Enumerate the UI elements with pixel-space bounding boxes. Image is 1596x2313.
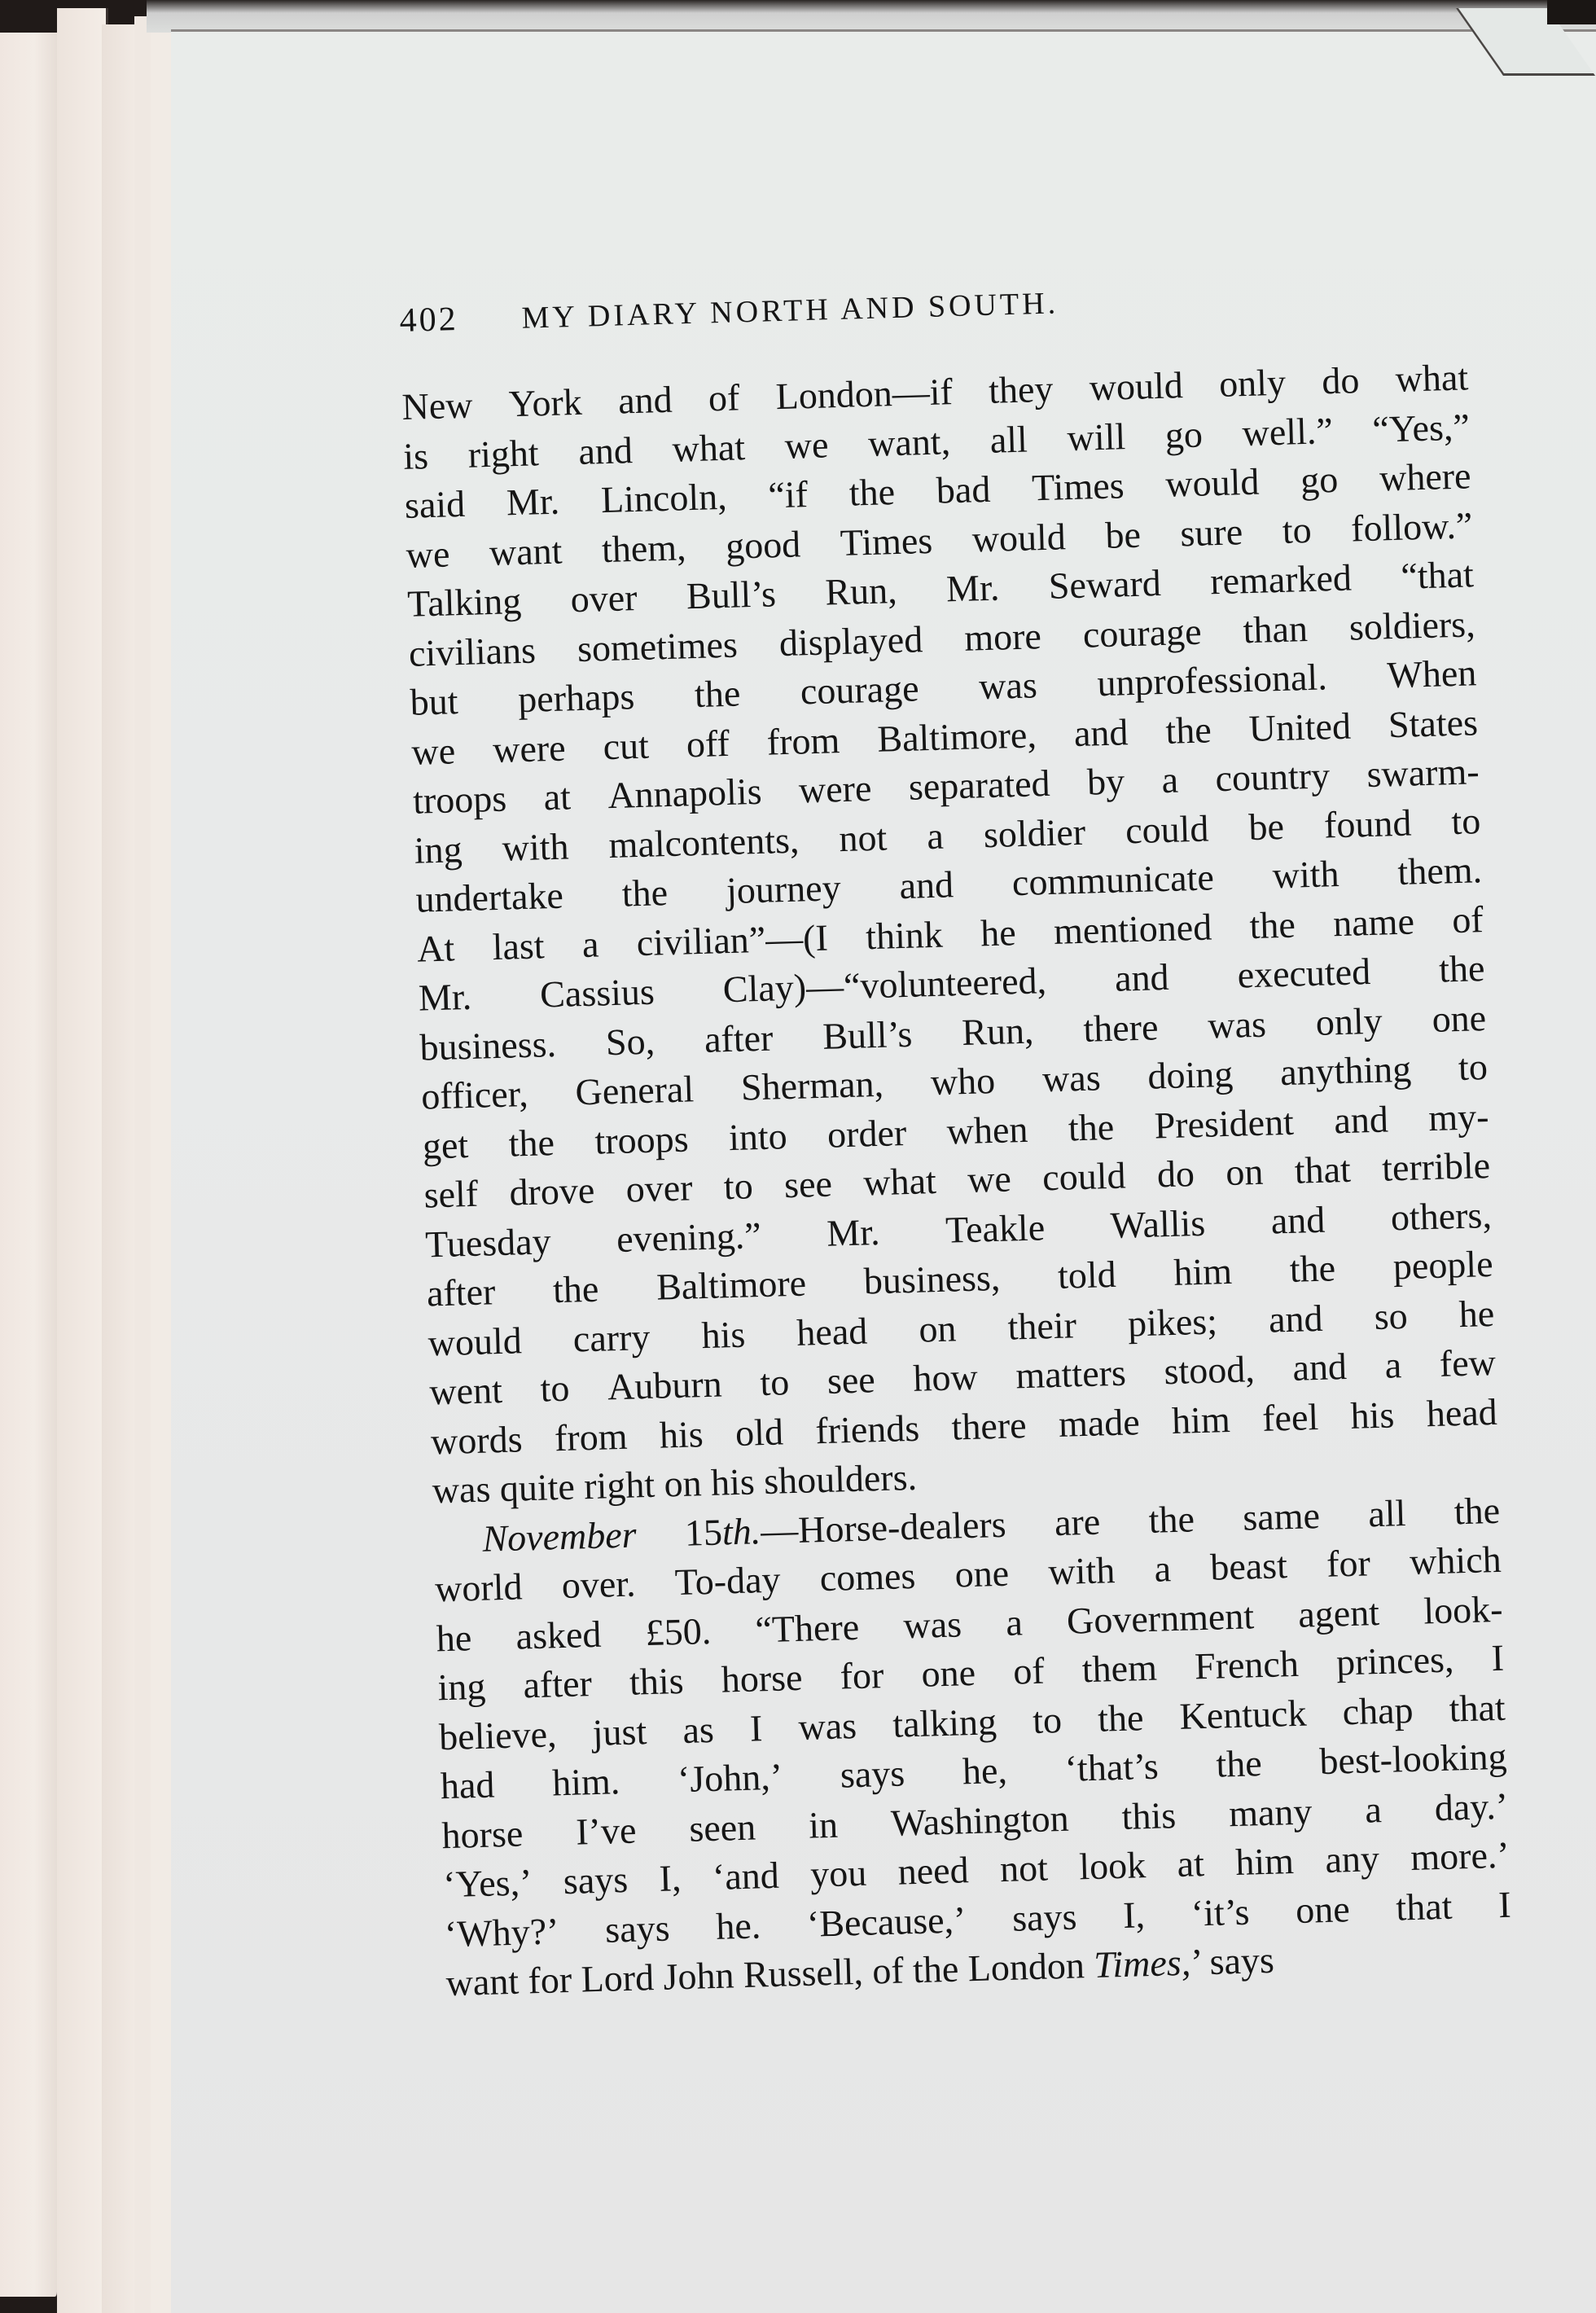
word: perhaps <box>517 675 635 721</box>
word: which <box>1409 1538 1502 1582</box>
word: £50. <box>644 1609 712 1653</box>
word: his <box>659 1412 704 1456</box>
word: there <box>950 1403 1028 1448</box>
word: says <box>840 1752 905 1796</box>
word: Run, <box>961 1009 1035 1053</box>
word: what <box>862 1160 937 1204</box>
word: said <box>404 482 466 526</box>
word: feel <box>1261 1395 1319 1439</box>
word: soldier <box>983 810 1086 855</box>
word: be <box>1247 805 1285 848</box>
word: pikes; <box>1127 1299 1218 1344</box>
word: chap <box>1341 1688 1414 1732</box>
page-number: 402 <box>399 300 459 340</box>
word: ing <box>436 1665 487 1709</box>
word: Sherman, <box>740 1062 884 1108</box>
word: so <box>1373 1294 1409 1337</box>
word: well.” <box>1241 409 1334 454</box>
word: Clay)—“volunteered, <box>722 959 1047 1011</box>
word: and <box>1073 710 1129 754</box>
word: journey <box>726 867 842 912</box>
word: States <box>1388 700 1479 745</box>
word: after <box>704 1016 774 1060</box>
word: a <box>581 922 600 965</box>
word: and <box>898 863 954 907</box>
word: Kentuck <box>1178 1692 1308 1737</box>
word: communicate <box>1011 856 1215 904</box>
word: my- <box>1427 1095 1490 1139</box>
word: courage <box>1082 610 1203 656</box>
word: with <box>1271 853 1340 897</box>
word: Seward <box>1048 562 1162 607</box>
word: Teakle <box>945 1205 1046 1251</box>
word: to <box>759 1361 790 1404</box>
word: ing <box>414 827 463 871</box>
word: the <box>552 1267 599 1311</box>
word: horse <box>441 1811 524 1856</box>
word: When <box>1386 652 1477 696</box>
word: only <box>1218 361 1287 405</box>
word: good <box>725 522 801 567</box>
word: and <box>617 378 673 422</box>
word: than <box>1242 607 1309 651</box>
word: To-day <box>674 1558 782 1604</box>
word: off <box>686 722 730 765</box>
word: displayed <box>778 617 923 664</box>
word: him. <box>551 1760 620 1804</box>
word: the <box>848 471 896 514</box>
word: ‘Why?’ <box>444 1909 560 1955</box>
background-corner <box>1547 0 1596 24</box>
word: will <box>1066 415 1126 459</box>
word: to <box>1282 508 1313 551</box>
word: you <box>809 1851 867 1895</box>
word: on <box>1225 1150 1265 1194</box>
word: at <box>1176 1842 1205 1885</box>
word: horse <box>721 1656 804 1701</box>
word: what <box>671 425 746 470</box>
word: over <box>570 576 638 621</box>
word: Times <box>840 519 933 564</box>
word: Baltimore <box>656 1262 807 1308</box>
word: were <box>492 726 567 770</box>
word: what <box>1394 356 1469 400</box>
word: for <box>839 1654 885 1697</box>
word: the <box>1068 1105 1115 1148</box>
word: him <box>1171 1398 1231 1442</box>
word: could <box>1125 806 1210 851</box>
word: and <box>1291 1345 1348 1389</box>
date-day: 15 <box>684 1511 723 1554</box>
word: Mr. <box>826 1210 881 1254</box>
word: I’ve <box>575 1809 638 1853</box>
word: that <box>1294 1148 1352 1192</box>
word: sure <box>1179 510 1243 554</box>
word: Lincoln, <box>600 475 728 521</box>
word: head <box>796 1309 868 1354</box>
word: when <box>945 1108 1029 1152</box>
word: of <box>1012 1649 1046 1692</box>
word: executed <box>1236 950 1371 996</box>
word: be <box>1104 513 1142 556</box>
word: him <box>1173 1249 1233 1293</box>
word: United <box>1247 704 1352 749</box>
word: name <box>1332 899 1415 944</box>
word: would <box>1089 364 1184 409</box>
word: a <box>926 814 945 857</box>
word: Talking <box>406 579 522 625</box>
word: agent <box>1297 1591 1380 1635</box>
word: to <box>1032 1698 1063 1741</box>
word: a <box>1160 758 1179 801</box>
word: and <box>577 428 634 472</box>
word: the <box>1164 708 1212 752</box>
word: one <box>954 1552 1010 1595</box>
word: went <box>428 1368 503 1413</box>
word: Mr. <box>506 480 560 524</box>
date-month: November <box>481 1512 638 1560</box>
word: civilians <box>408 628 537 674</box>
date-suffix: th. <box>721 1509 761 1552</box>
word: the <box>1248 903 1296 946</box>
word: to <box>1458 1046 1489 1089</box>
word: want <box>489 529 563 573</box>
word: was <box>797 1704 857 1748</box>
word: get <box>422 1123 469 1167</box>
word: that <box>1448 1686 1506 1730</box>
word: could <box>1041 1154 1127 1199</box>
word: the <box>1215 1742 1263 1785</box>
word: seen <box>688 1806 756 1850</box>
last-line-italic: Times, <box>1093 1941 1191 1986</box>
word: says <box>604 1907 671 1951</box>
word: matters <box>1015 1351 1127 1397</box>
word: as <box>682 1708 715 1751</box>
word: any <box>1324 1837 1380 1881</box>
word: ‘that’s <box>1063 1745 1160 1789</box>
word: we <box>784 423 830 467</box>
word: unprofessional. <box>1096 656 1328 704</box>
word: we <box>967 1157 1012 1200</box>
word: Government <box>1066 1594 1255 1642</box>
word: troops <box>412 777 507 822</box>
word: think <box>865 913 944 957</box>
word: go <box>1164 413 1204 456</box>
word: by <box>1086 760 1125 803</box>
word: all <box>989 418 1028 461</box>
word: where <box>1379 454 1472 499</box>
word: the <box>1097 1696 1145 1740</box>
first-line-rest: —Horse-dealers are the same all the <box>760 1489 1501 1552</box>
word: a <box>1153 1547 1172 1590</box>
word: I <box>749 1706 763 1749</box>
word: and <box>1270 1198 1326 1242</box>
word: look- <box>1423 1587 1504 1631</box>
word: ‘and <box>712 1854 780 1898</box>
word: see <box>826 1358 876 1402</box>
word: was <box>1041 1056 1102 1100</box>
word: to <box>1450 799 1481 842</box>
word: separated <box>908 761 1051 808</box>
word: Times <box>1031 464 1125 509</box>
word: mentioned <box>1053 905 1212 952</box>
word: more.’ <box>1410 1833 1510 1879</box>
word: found <box>1323 801 1413 846</box>
word: is <box>402 434 429 477</box>
word: after <box>522 1662 593 1706</box>
word: troops <box>594 1117 690 1162</box>
word: Auburn <box>607 1363 723 1408</box>
word: there <box>1082 1005 1159 1050</box>
word: he <box>436 1616 472 1659</box>
word: says <box>563 1858 629 1903</box>
last-line-end: ’ says <box>1190 1938 1275 1983</box>
word: believe, <box>438 1712 558 1758</box>
word: see <box>783 1162 833 1206</box>
word: that <box>1395 1885 1454 1929</box>
word: follow.” <box>1350 503 1473 549</box>
word: President <box>1153 1100 1295 1146</box>
word: order <box>826 1111 907 1156</box>
word: were <box>798 767 873 811</box>
word: self <box>423 1172 479 1216</box>
word: ‘Yes,’ <box>442 1861 533 1906</box>
word: for <box>1326 1542 1371 1585</box>
word: evening.” <box>616 1214 762 1260</box>
word: friends <box>814 1407 920 1451</box>
word: “Yes,” <box>1371 405 1471 450</box>
word: at <box>542 775 572 819</box>
word: more <box>963 614 1042 659</box>
word: soldiers, <box>1348 602 1476 648</box>
word: Annapolis <box>607 770 763 817</box>
word: London—if <box>774 371 954 418</box>
word: the <box>621 871 669 915</box>
word: best-looking <box>1318 1735 1508 1783</box>
word: Run, <box>824 569 898 613</box>
word: would <box>971 515 1067 560</box>
word: we <box>405 532 451 576</box>
word: head <box>1426 1390 1498 1434</box>
word: to <box>539 1367 571 1410</box>
word: carry <box>572 1315 651 1360</box>
word: him <box>1234 1840 1295 1884</box>
word: Mr. <box>945 566 1000 610</box>
word: I <box>1497 1883 1512 1925</box>
word: old <box>734 1410 784 1454</box>
word: with <box>1047 1549 1116 1593</box>
word: many <box>1228 1789 1313 1834</box>
word: their <box>1006 1303 1077 1348</box>
word: into <box>728 1114 788 1158</box>
word: world <box>434 1565 524 1610</box>
word: So, <box>605 1020 656 1063</box>
word: Tuesday <box>424 1219 552 1266</box>
word: how <box>912 1355 979 1399</box>
word: one <box>920 1651 976 1695</box>
word: comes <box>819 1554 916 1600</box>
word: was <box>902 1602 962 1646</box>
word: not <box>838 816 888 859</box>
word: anything <box>1279 1047 1412 1094</box>
word: had <box>440 1763 496 1807</box>
word: them <box>1081 1646 1158 1691</box>
word: stood, <box>1163 1348 1256 1393</box>
word: “There <box>754 1605 860 1650</box>
word: on <box>918 1306 958 1350</box>
page-top-edge <box>147 0 1596 33</box>
word: one <box>1295 1887 1351 1931</box>
word: bad <box>936 467 991 511</box>
word: he <box>1458 1292 1495 1335</box>
word: to <box>723 1165 754 1208</box>
word: Mr. <box>418 975 472 1019</box>
word: them. <box>1396 849 1483 893</box>
word: the <box>694 672 741 716</box>
word: few <box>1439 1341 1497 1385</box>
word: I, <box>1122 1893 1146 1936</box>
word: would <box>1164 460 1261 505</box>
word: would <box>427 1319 523 1363</box>
word: terrible <box>1381 1144 1491 1189</box>
word: his <box>700 1313 746 1356</box>
word: I, <box>658 1857 682 1899</box>
word: he, <box>962 1749 1008 1793</box>
word: talking <box>892 1700 998 1745</box>
word: sometimes <box>577 623 739 669</box>
word: look <box>1078 1844 1147 1888</box>
word: remarked <box>1209 556 1353 603</box>
word: the <box>1289 1247 1336 1290</box>
paragraph-2 <box>434 1535 1511 1959</box>
word: Washington <box>890 1797 1070 1844</box>
word: business, <box>863 1256 1001 1302</box>
word: civilian”—(I <box>636 916 829 963</box>
word: New <box>401 384 474 428</box>
word: I <box>1490 1636 1505 1679</box>
word: Wallis <box>1110 1201 1206 1246</box>
word: we <box>410 729 456 773</box>
word: Cassius <box>539 970 656 1016</box>
word: right <box>467 431 540 476</box>
word: this <box>1120 1793 1177 1837</box>
word: undertake <box>414 874 564 920</box>
word: was <box>1207 1003 1267 1047</box>
word: business. <box>419 1022 557 1069</box>
word: others, <box>1390 1193 1493 1238</box>
word: made <box>1058 1400 1141 1445</box>
word: he <box>980 911 1017 954</box>
word: them, <box>601 525 687 570</box>
word: a <box>1383 1344 1402 1386</box>
word: drove <box>508 1169 595 1214</box>
word: was <box>978 664 1038 708</box>
word: people <box>1392 1242 1494 1288</box>
word: but <box>410 680 459 723</box>
word: and <box>1268 1297 1324 1341</box>
word: not <box>999 1846 1049 1890</box>
word: and <box>1333 1097 1389 1141</box>
page-edge-stack <box>0 33 59 2297</box>
word: who <box>930 1059 996 1104</box>
text-line-content: was quite right on his shoulders. <box>432 1455 918 1512</box>
word: ‘Because,’ <box>806 1898 967 1945</box>
page-text <box>399 271 1513 2008</box>
word: a <box>1005 1600 1024 1644</box>
word: need <box>897 1849 970 1893</box>
word: day.’ <box>1434 1784 1509 1828</box>
word: words <box>430 1417 524 1462</box>
word: courage <box>800 667 920 713</box>
word: his <box>1349 1393 1395 1437</box>
running-title: MY DIARY NORTH AND SOUTH. <box>521 286 1059 336</box>
word: doing <box>1147 1052 1234 1097</box>
word: York <box>508 380 583 425</box>
word: over <box>625 1166 694 1210</box>
word: country <box>1214 754 1331 800</box>
word: officer, <box>420 1072 529 1117</box>
word: just <box>592 1710 647 1753</box>
word: the <box>1438 947 1486 990</box>
word: one <box>1431 996 1487 1040</box>
word: ‘John,’ <box>677 1755 783 1801</box>
word: malcontents, <box>607 819 800 866</box>
word: Bull’s <box>686 573 777 617</box>
word: this <box>629 1659 685 1703</box>
word: they <box>988 367 1054 411</box>
word: do <box>1321 359 1360 402</box>
word: a <box>1364 1788 1383 1831</box>
word: asked <box>515 1613 603 1657</box>
word: last <box>491 924 546 968</box>
word: from <box>554 1415 629 1459</box>
word: want, <box>867 419 951 464</box>
word: Bull’s <box>822 1012 913 1057</box>
page-edge-stack <box>57 8 108 2313</box>
word: At <box>416 926 455 970</box>
word: “that <box>1400 553 1475 597</box>
word: he. <box>715 1903 761 1947</box>
word: the <box>507 1121 555 1165</box>
paragraph-1 <box>401 353 1499 1516</box>
word: of <box>1451 898 1484 941</box>
word: of <box>708 376 740 419</box>
word: from <box>766 718 840 763</box>
word: after <box>426 1271 496 1315</box>
word: General <box>574 1068 695 1113</box>
word: and <box>1114 955 1170 999</box>
word: in <box>808 1803 839 1846</box>
word: princes, <box>1335 1638 1455 1683</box>
word: says <box>1011 1895 1078 1939</box>
word: only <box>1315 999 1383 1043</box>
word: ‘it’s <box>1190 1890 1251 1934</box>
word: cut <box>602 724 650 767</box>
word: “if <box>767 473 809 516</box>
word: swarm- <box>1366 750 1480 796</box>
word: French <box>1194 1642 1300 1688</box>
word: over. <box>561 1562 637 1607</box>
word: Baltimore, <box>876 713 1037 760</box>
word: told <box>1057 1253 1117 1297</box>
word: with <box>502 824 570 869</box>
last-line-start: want for Lord John Russell, of the London <box>445 1943 1095 2004</box>
word: go <box>1300 458 1339 502</box>
word: beast <box>1209 1544 1288 1588</box>
word: do <box>1156 1152 1195 1196</box>
